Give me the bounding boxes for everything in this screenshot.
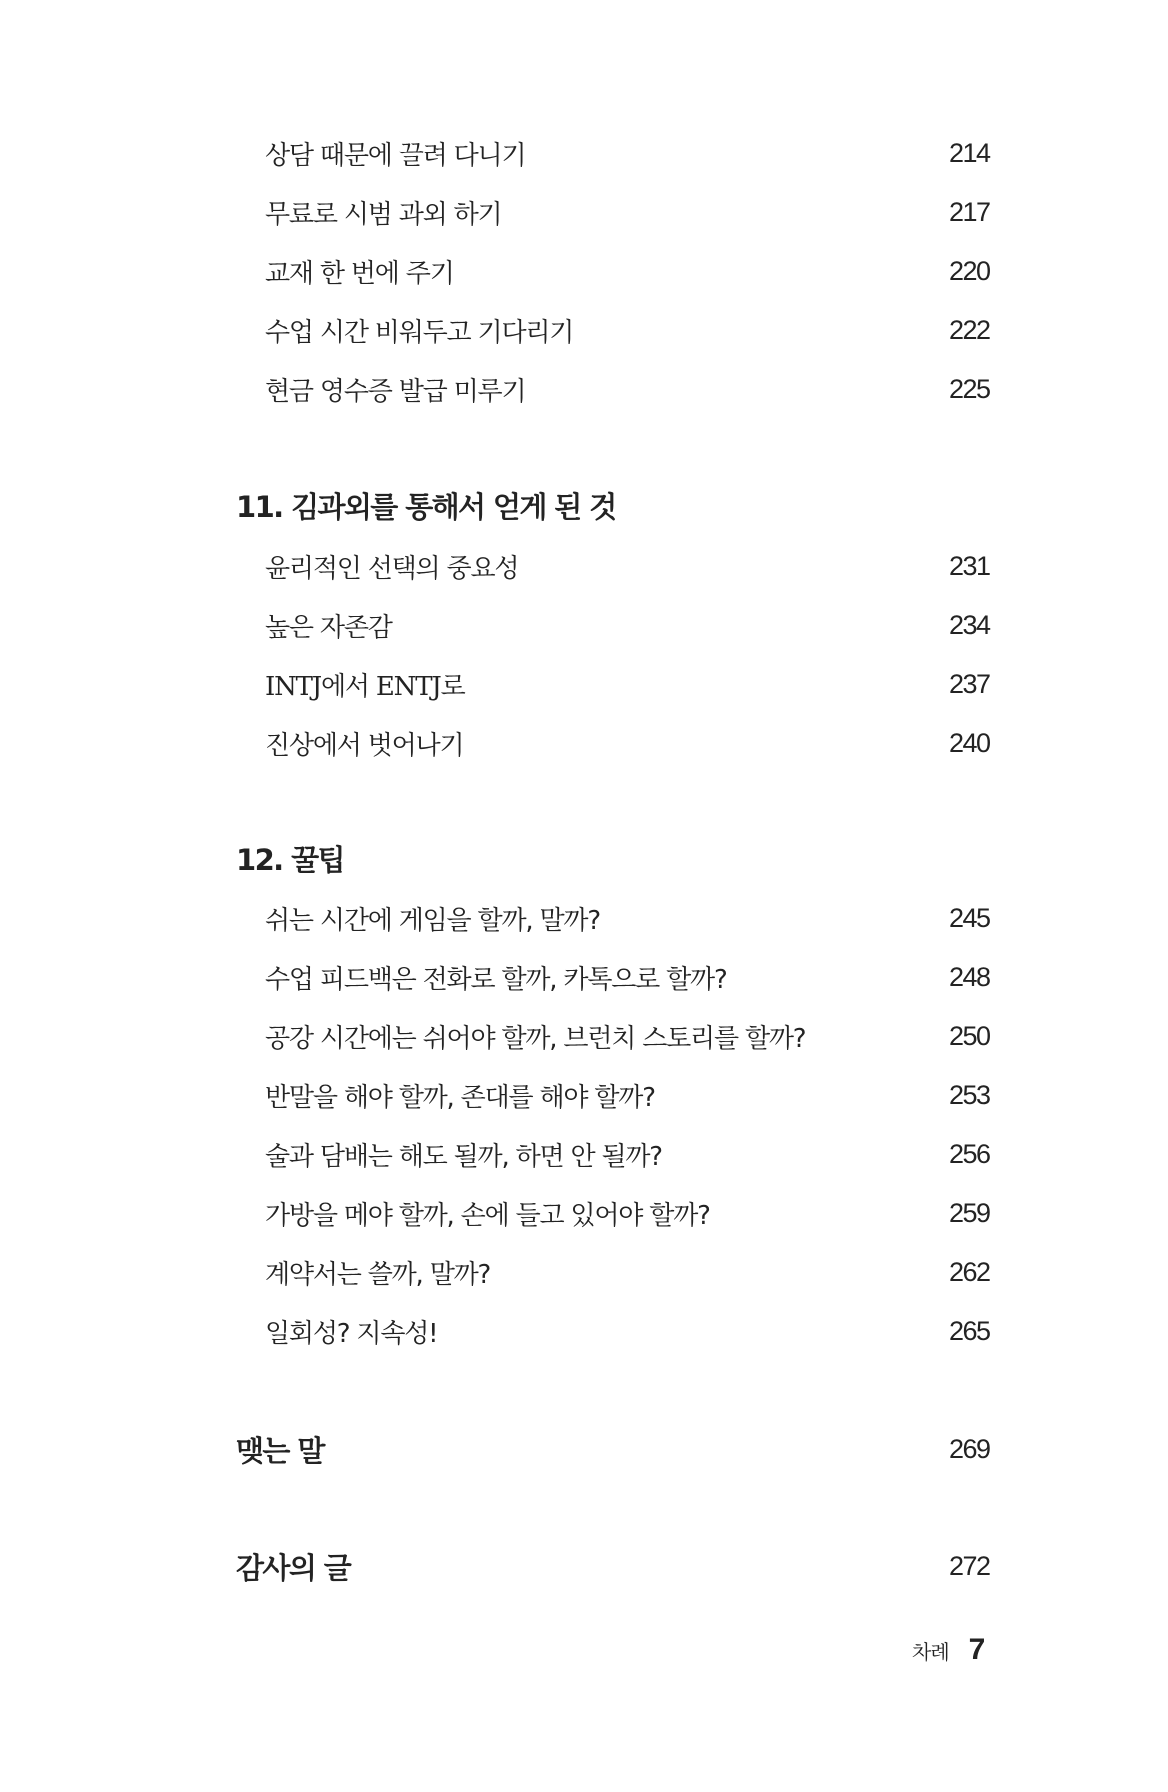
toc-entry-title: 윤리적인 선택의 중요성: [265, 553, 519, 584]
toc-entry-title: 상담 때문에 끌려 다니기: [265, 140, 526, 171]
toc-entry[interactable]: [265, 1016, 995, 1056]
toc-entry[interactable]: [265, 898, 995, 938]
page-number: 7: [968, 1633, 986, 1666]
toc-entry[interactable]: [265, 664, 995, 704]
toc-entry-page: 214: [949, 137, 990, 168]
page-footer: [912, 1630, 985, 1670]
toc-entry-title: 높은 자존감: [265, 612, 392, 643]
toc-entry-page: 269: [949, 1433, 990, 1464]
toc-entry-page: 259: [949, 1197, 990, 1228]
toc-entry[interactable]: [265, 1193, 995, 1233]
toc-entry-page: 237: [949, 668, 990, 699]
toc-entry[interactable]: [265, 723, 995, 763]
toc-entry-title: 수업 시간 비워두고 기다리기: [265, 317, 574, 348]
toc-entry-title: 무료로 시범 과외 하기: [265, 199, 502, 230]
section-title: 11. 김과외를 통해서 얻게 된 것: [236, 489, 616, 524]
toc-entry-title: 가방을 메야 할까, 손에 들고 있어야 할까?: [265, 1200, 710, 1231]
toc-entry-page: 231: [949, 550, 990, 581]
toc-entry-page: 222: [949, 314, 990, 345]
toc-entry-page: 220: [949, 255, 990, 286]
toc-entry-page: 265: [949, 1315, 990, 1346]
toc-entry-title: 교재 한 번에 주기: [265, 258, 454, 289]
toc-entry-title: 진상에서 벗어나기: [265, 730, 464, 761]
section-title: 감사의 글: [236, 1550, 351, 1585]
toc-entry-title: 일회성? 지속성!: [265, 1318, 438, 1349]
toc-entry[interactable]: [265, 369, 995, 409]
toc-entry-page: 250: [949, 1020, 990, 1051]
toc-section-11-heading[interactable]: [236, 483, 995, 527]
toc-entry-title: 쉬는 시간에 게임을 할까, 말까?: [265, 905, 600, 936]
toc-entry[interactable]: [265, 957, 995, 997]
toc-entry[interactable]: [265, 1252, 995, 1292]
section-title: 맺는 말: [236, 1433, 324, 1468]
toc-entry-title: 계약서는 쓸까, 말까?: [265, 1259, 491, 1290]
toc-entry[interactable]: [265, 546, 995, 586]
toc-entry-title: 술과 담배는 해도 될까, 하면 안 될까?: [265, 1141, 662, 1172]
toc-entry[interactable]: [265, 1311, 995, 1351]
toc-entry-page: 256: [949, 1138, 990, 1169]
toc-entry[interactable]: [265, 192, 995, 232]
toc-entry-page: 262: [949, 1256, 990, 1287]
section-title: 12. 꿀팁: [236, 842, 344, 877]
toc-entry[interactable]: [265, 1134, 995, 1174]
toc-entry[interactable]: [265, 1075, 995, 1115]
toc-closing-entry[interactable]: [236, 1427, 995, 1471]
toc-entry-title: 반말을 해야 할까, 존대를 해야 할까?: [265, 1082, 655, 1113]
toc-entry-page: 217: [949, 196, 990, 227]
toc-entry-page: 245: [949, 902, 990, 933]
toc-entry[interactable]: [265, 133, 995, 173]
toc-entry-page: 272: [949, 1550, 990, 1581]
toc-section-12-heading[interactable]: [236, 836, 995, 880]
toc-entry[interactable]: [265, 310, 995, 350]
toc-entry[interactable]: [265, 251, 995, 291]
toc-entry[interactable]: [265, 605, 995, 645]
toc-entry-page: 240: [949, 727, 990, 758]
toc-entry-page: 248: [949, 961, 990, 992]
running-head: 차례: [912, 1639, 949, 1664]
toc-entry-title: 현금 영수증 발급 미루기: [265, 376, 526, 407]
toc-acknowledgements-entry[interactable]: [236, 1544, 995, 1588]
toc-entry-page: 225: [949, 373, 990, 404]
toc-entry-title: 수업 피드백은 전화로 할까, 카톡으로 할까?: [265, 964, 727, 995]
toc-entry-page: 234: [949, 609, 990, 640]
toc-entry-title: INTJ에서 ENTJ로: [265, 671, 465, 702]
toc-entry-title: 공강 시간에는 쉬어야 할까, 브런치 스토리를 할까?: [265, 1023, 806, 1054]
toc-entry-page: 253: [949, 1079, 990, 1110]
